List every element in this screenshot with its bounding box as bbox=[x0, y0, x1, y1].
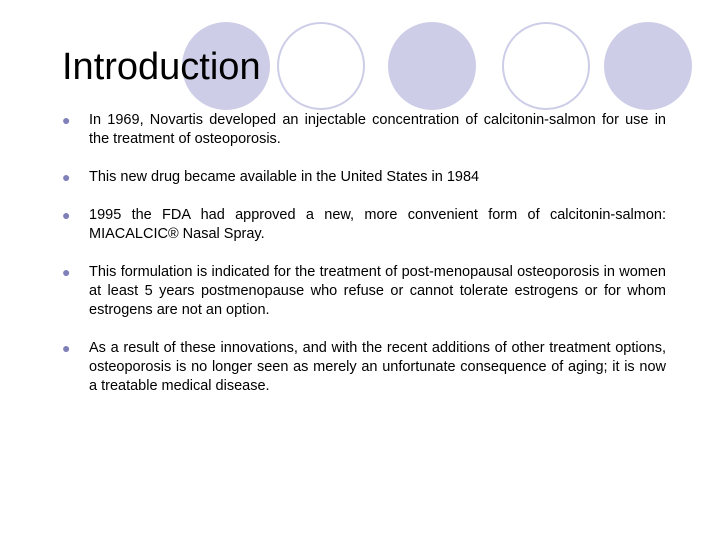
bullet-icon: ● bbox=[62, 169, 71, 185]
decorative-circle-outline bbox=[277, 22, 365, 110]
bullet-item bbox=[62, 339, 666, 396]
slide-title: Introduction bbox=[62, 46, 261, 88]
bullet-item bbox=[62, 263, 666, 320]
bullet-icon: ● bbox=[62, 340, 71, 356]
bullet-list bbox=[62, 111, 666, 415]
bullet-text: In 1969, Novartis developed an injectable concentration of calcitonin-salmon for use in the treatment of osteoporosis. bbox=[89, 112, 666, 147]
decorative-circle-filled bbox=[388, 22, 476, 110]
bullet-text: As a result of these innovations, and with the recent additions of other treatment options, osteoporosis is no longer seen as merely an unfortunate consequence of aging; it is now a treatable medical disease. bbox=[89, 340, 666, 394]
bullet-icon: ● bbox=[62, 264, 71, 280]
bullet-item bbox=[62, 206, 666, 244]
decorative-circle-outline bbox=[502, 22, 590, 110]
decorative-circle-filled bbox=[604, 22, 692, 110]
bullet-text: This formulation is indicated for the treatment of post-menopausal osteoporosis in women at least 5 years postmenopause who refuse or cannot tolerate estrogens or for whom estrogens are not an option. bbox=[89, 264, 666, 318]
bullet-icon: ● bbox=[62, 112, 71, 128]
bullet-item bbox=[62, 111, 666, 149]
bullet-item bbox=[62, 168, 666, 187]
bullet-text: This new drug became available in the United States in 1984 bbox=[89, 169, 480, 185]
bullet-icon: ● bbox=[62, 207, 71, 223]
bullet-text: 1995 the FDA had approved a new, more convenient form of calcitonin-salmon: MIACALCIC® Nasal Spray. bbox=[89, 207, 666, 242]
